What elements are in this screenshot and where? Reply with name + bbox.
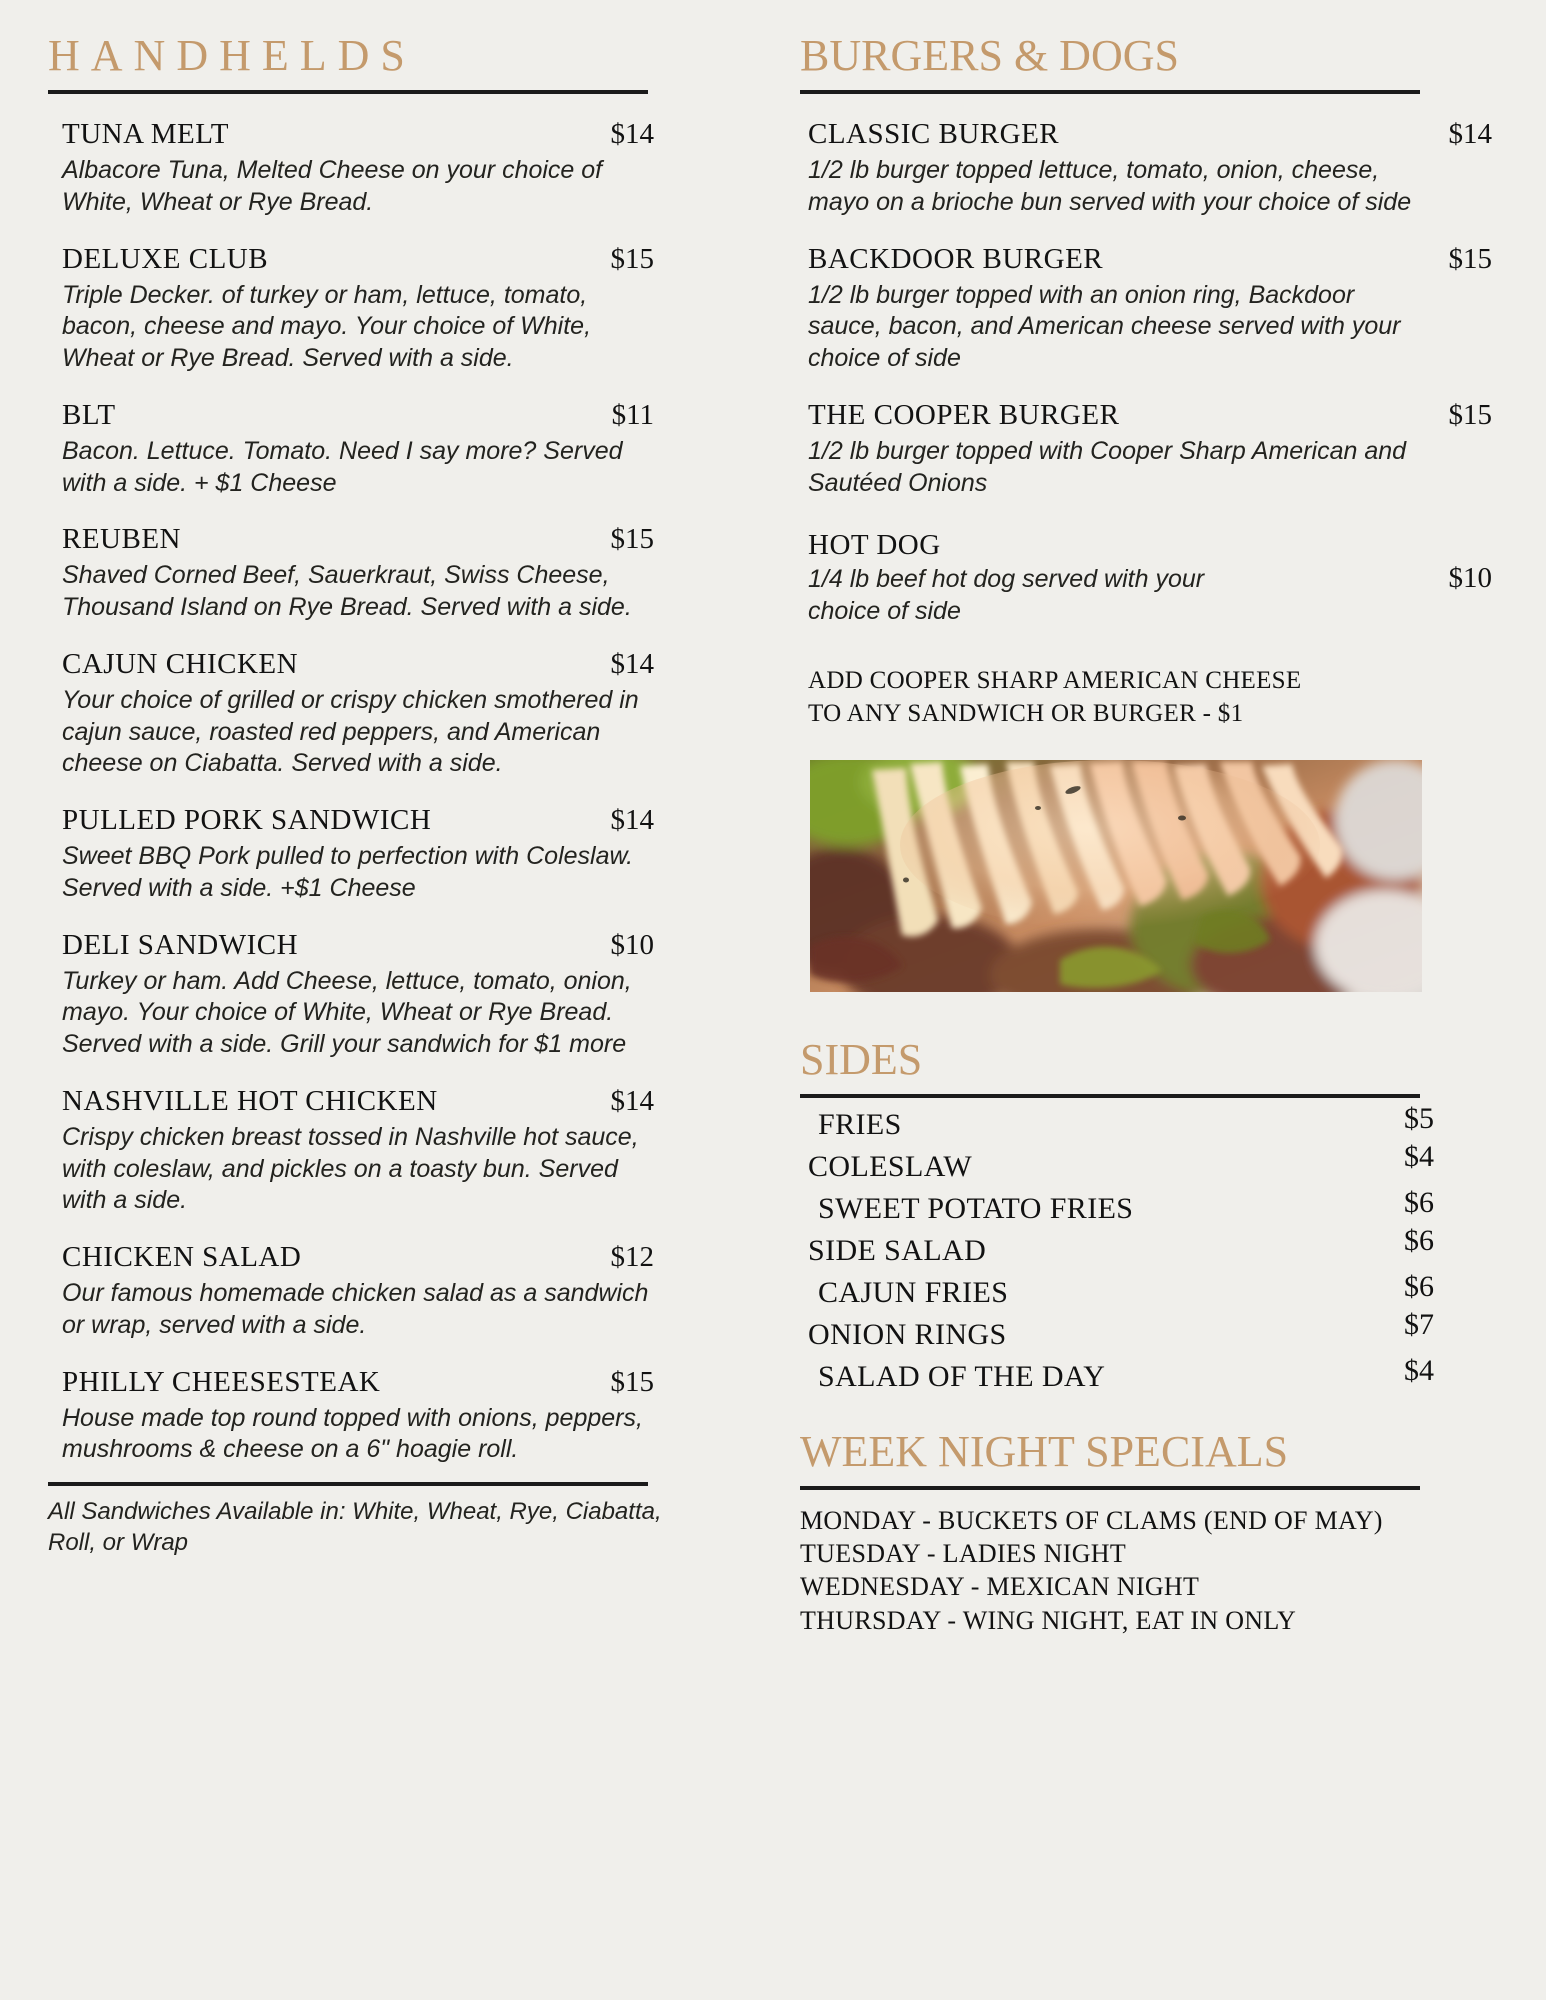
menu-item-description: 1/2 lb burger topped lettuce, tomato, onion, cheese, mayo on a brioche bun served with your choice of side (808, 156, 1412, 216)
burgers-divider (800, 90, 1420, 94)
menu-item-price: $12 (610, 1241, 654, 1273)
handhelds-footer-divider (48, 1482, 648, 1486)
menu-item-price: $15 (610, 1365, 654, 1398)
side-price: $7 (1404, 1307, 1434, 1341)
menu-item-header (48, 1085, 748, 1118)
sides-list (800, 1101, 1500, 1394)
menu-item (48, 648, 748, 780)
menu-item-description: House made top round topped with onions, peppers, mushrooms & cheese on a 6" hoagie roll. (62, 1403, 643, 1464)
menu-item-name: TUNA MELT (62, 118, 229, 150)
list-item (800, 1101, 1500, 1142)
menu-item-description: Albacore Tuna, Melted Cheese on your choice of White, Wheat or Rye Bread. (62, 156, 603, 216)
side-name: SWEET POTATO FRIES (818, 1191, 1134, 1225)
menu-item-header (48, 1366, 748, 1399)
list-item (800, 1307, 1500, 1352)
menu-item-price: $11 (611, 398, 654, 431)
specials-divider (800, 1486, 1420, 1490)
burgers-heading: BURGERS & DOGS (800, 31, 1179, 80)
menu-item-price: $15 (610, 242, 654, 275)
menu-item (48, 1085, 748, 1217)
list-item (800, 1353, 1500, 1394)
list-item (800, 1269, 1500, 1310)
side-price: $6 (1404, 1269, 1434, 1303)
cheese-add-on-line-1: ADD COOPER SHARP AMERICAN CHEESE (808, 666, 1302, 694)
menu-item-price: $14 (1448, 118, 1492, 150)
menu-item-price: $15 (1448, 398, 1492, 431)
menu-item-description: Shaved Corned Beef, Sauerkraut, Swiss Cheese, Thousand Island on Rye Bread. Served with a side. (62, 561, 632, 621)
menu-item-name: BLT (62, 398, 116, 431)
menu-item-name: CHICKEN SALAD (62, 1241, 302, 1273)
list-item: THURSDAY - WING NIGHT, EAT IN ONLY (800, 1605, 1297, 1635)
cheese-add-on-line-2: TO ANY SANDWICH OR BURGER - $1 (808, 699, 1244, 727)
menu-item-price: $10 (1448, 562, 1492, 594)
menu-item-description: Sweet BBQ Pork pulled to perfection with Coleslaw. Served with a side. +$1 Cheese (62, 842, 634, 902)
specials-section (800, 1426, 1500, 1637)
list-item: TUESDAY - LADIES NIGHT (800, 1539, 1127, 1569)
menu-item-name: HOT DOG (808, 529, 941, 562)
menu-item-description: 1/2 lb burger topped with Cooper Sharp American and Sautéed Onions (808, 436, 1407, 497)
menu-item-description: Our famous homemade chicken salad as a sandwich or wrap, served with a side. (62, 1279, 649, 1339)
menu-item-price: $15 (610, 523, 654, 556)
menu-item-price: $14 (610, 804, 654, 836)
menu-item-header (800, 399, 1500, 432)
menu-item (800, 243, 1500, 375)
list-item: WEDNESDAY - MEXICAN NIGHT (800, 1572, 1200, 1602)
menu-item-price: $15 (1448, 242, 1492, 275)
list-item (800, 1139, 1500, 1184)
side-name: FRIES (818, 1107, 902, 1141)
menu-item-header (48, 118, 748, 151)
menu-item (48, 929, 748, 1061)
menu-item-name: CLASSIC BURGER (808, 118, 1060, 150)
menu-item-header (48, 648, 748, 681)
menu-item-header (48, 399, 748, 432)
menu-item (800, 529, 1500, 628)
handhelds-footnote: All Sandwiches Available in: White, Wheat, Rye, Ciabatta, Roll, or Wrap (48, 1498, 662, 1557)
menu-item-header (800, 529, 1500, 628)
menu-item-header (48, 929, 748, 962)
menu-item (48, 243, 748, 375)
sides-divider (800, 1094, 1420, 1098)
side-name: COLESLAW (808, 1149, 973, 1183)
cheese-add-on-note (800, 664, 1500, 730)
menu-item-name: DELI SANDWICH (62, 928, 299, 961)
menu-item-name: REUBEN (62, 523, 181, 556)
menu-item (48, 804, 748, 905)
menu-item (48, 1241, 748, 1342)
menu-item-header (800, 243, 1500, 276)
food-photo (810, 760, 1422, 992)
menu-item-price: $14 (610, 118, 654, 150)
menu-item (48, 399, 748, 500)
side-name: ONION RINGS (808, 1317, 1007, 1351)
menu-item-name: CAJUN CHICKEN (62, 647, 299, 680)
menu-item (800, 399, 1500, 500)
handhelds-divider (48, 90, 648, 94)
menu-item-name: PHILLY CHEESESTEAK (62, 1365, 381, 1398)
menu-item-name: NASHVILLE HOT CHICKEN (62, 1084, 438, 1117)
side-name: CAJUN FRIES (818, 1275, 1009, 1309)
menu-item-header (48, 523, 748, 556)
list-item (800, 1223, 1500, 1268)
sides-section (800, 1034, 1500, 1394)
menu-item (48, 523, 748, 624)
menu-item-header (48, 1241, 748, 1274)
sides-heading: SIDES (800, 1034, 923, 1084)
list-item: MONDAY - BUCKETS OF CLAMS (END OF MAY) (800, 1505, 1383, 1535)
menu-item-name: DELUXE CLUB (62, 242, 269, 275)
menu-item-description: 1/2 lb burger topped with an onion ring, Backdoor sauce, bacon, and American cheese served with your choice of side (808, 280, 1401, 372)
menu-item-description: Turkey or ham. Add Cheese, lettuce, tomato, onion, mayo. Your choice of White, Wheat or Rye Bread. Served with a side. Grill your sandwich for $1 more (62, 966, 632, 1058)
menu-item-price: $10 (610, 928, 654, 961)
menu-item-price: $14 (610, 1084, 654, 1117)
menu-item-description: Triple Decker. of turkey or ham, lettuce, tomato, bacon, cheese and mayo. Your choice of White, Wheat or Rye Bread. Served with a side. (62, 280, 592, 372)
food-photo-image (810, 760, 1422, 992)
handhelds-heading: HANDHELDS (48, 31, 416, 80)
menu-item-header (800, 118, 1500, 151)
menu-item (48, 1366, 748, 1467)
side-price: $5 (1404, 1101, 1434, 1135)
menu-item-description: 1/4 lb beef hot dog served with your choice of side (808, 565, 1205, 625)
side-name: SIDE SALAD (808, 1233, 987, 1267)
menu-item-description: Crispy chicken breast tossed in Nashville hot sauce, with coleslaw, and pickles on a toasty bun. Served with a side. (62, 1122, 639, 1215)
menu-item (48, 118, 748, 219)
burgers-item-list (800, 118, 1500, 628)
menu-item-name: THE COOPER BURGER (808, 398, 1120, 431)
menu-item-header (48, 804, 748, 837)
menu-item-description: Bacon. Lettuce. Tomato. Need I say more? Served with a side. + $1 Cheese (62, 436, 623, 497)
menu-item-description: Your choice of grilled or crispy chicken smothered in cajun sauce, roasted red peppers, and American cheese on Ciabatta. Served with a side. (62, 685, 639, 778)
menu-item-header (48, 243, 748, 276)
specials-list (800, 1504, 1500, 1637)
side-price: $6 (1404, 1185, 1434, 1219)
side-price: $4 (1404, 1139, 1434, 1173)
list-item (800, 1185, 1500, 1226)
menu-item-name: PULLED PORK SANDWICH (62, 804, 432, 836)
handhelds-item-list (48, 118, 748, 1466)
burgers-sides-column (800, 31, 1500, 2000)
menu-item-name: BACKDOOR BURGER (808, 242, 1104, 275)
specials-heading: WEEK NIGHT SPECIALS (800, 1426, 1289, 1476)
side-name: SALAD OF THE DAY (818, 1359, 1106, 1393)
side-price: $6 (1404, 1223, 1434, 1257)
side-price: $4 (1404, 1353, 1434, 1387)
menu-item (800, 118, 1500, 219)
handhelds-column (48, 31, 748, 2000)
menu-item-price: $14 (610, 647, 654, 680)
